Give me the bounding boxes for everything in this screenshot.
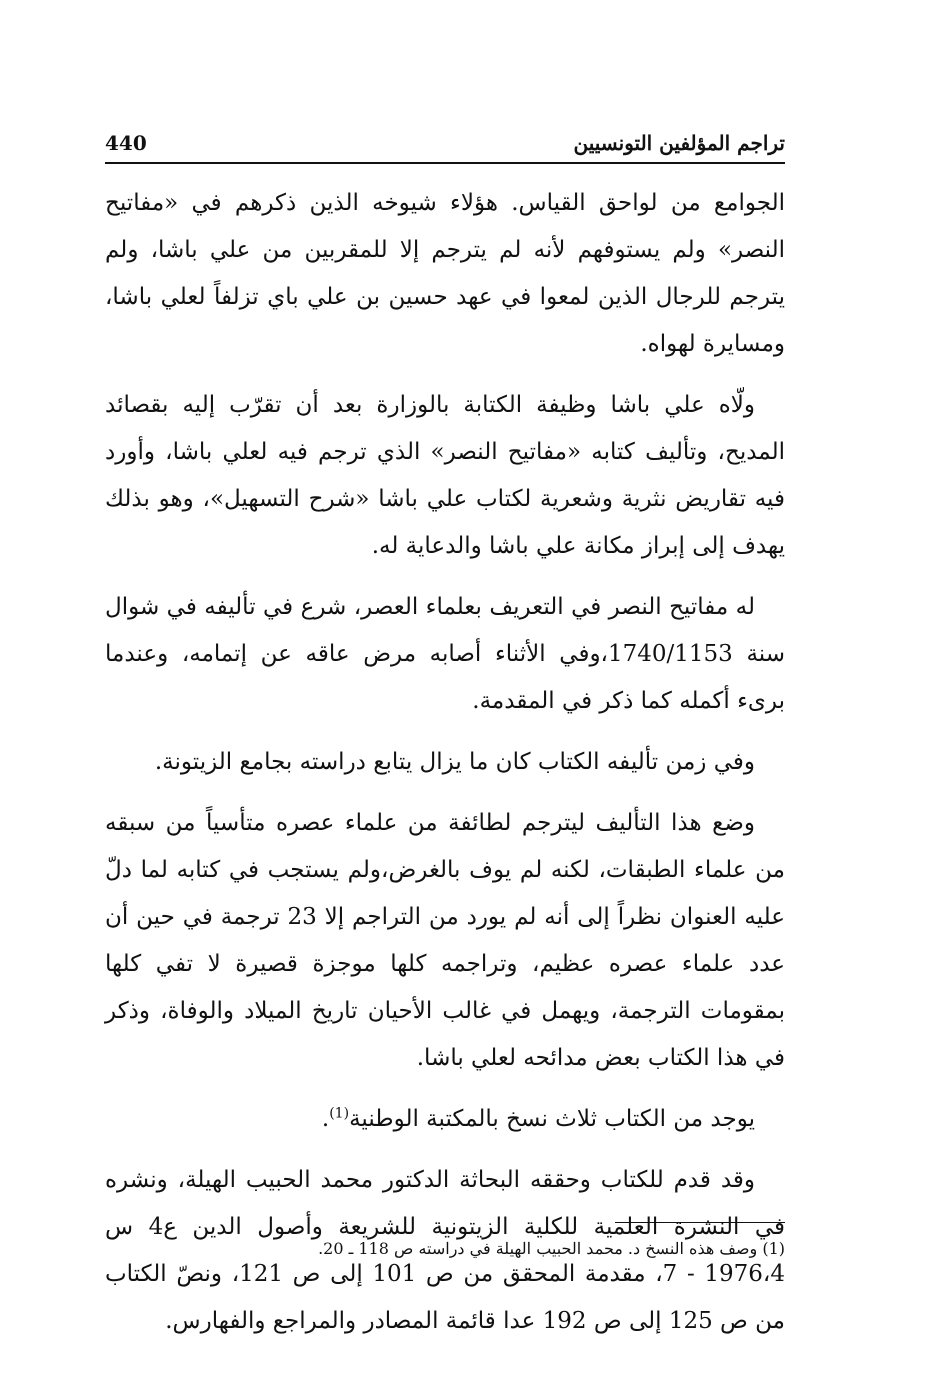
page-number: 440: [105, 131, 147, 155]
paragraph-4: وفي زمن تأليفه الكتاب كان ما يزال يتابع دراسته بجامع الزيتونة.: [154, 749, 755, 775]
header-rule: [105, 162, 785, 164]
header-title: تراجم المؤلفين التونسيين: [573, 131, 785, 155]
paragraph-1: الجوامع من لواحق القياس. هؤلاء شيوخه الذين ذكرهم في «مفاتيح النصر» ولم يستوفهم لأنه لم يترجم إلا للمقربين من علي باشا، ولم يترجم للرجال الذين لمعوا في عهد حسين بن علي باي تزلفاً لعلي باشا، ومسايرة لهواه.: [105, 190, 785, 357]
paragraph-2: ولّاه علي باشا وظيفة الكتابة بالوزارة بعد أن تقرّب إليه بقصائد المديح، وتأليف كتابه «مفاتيح النصر» الذي ترجم فيه لعلي باشا، وأورد فيه تقاريض نثرية وشعرية لكتاب علي باشا «شرح التسهيل»، وهو بذلك يهدف إلى إبراز مكانة علي باشا والدعاية له.: [105, 392, 785, 559]
running-header: [105, 128, 785, 162]
paragraph-3: له مفاتيح النصر في التعريف بعلماء العصر، شرع في تأليفه في شوال سنة 1740/1153،وفي الأثناء أصابه مرض عاقه عن إتمامه، وعندما برىء أكمله كما ذكر في المقدمة.: [105, 594, 785, 714]
paragraph-6-end: .: [321, 1106, 330, 1132]
footnote: (1) وصف هذه النسخ د. محمد الحبيب الهيلة في دراسته ص 118 ـ 20.: [318, 1239, 785, 1258]
footnote-rule: [615, 1222, 785, 1223]
paragraph-7: وقد قدم للكتاب وحققه البحاثة الدكتور محمد الحبيب الهيلة، ونشره في النشرة العلمية للكلية الزيتونية للشريعة وأصول الدين ع4 س 1976،4 - 7، مقدمة المحقق من ص 101 إلى ص 121، ونصّ الكتاب من ص 125 إلى ص 192 عدا قائمة المصادر والمراجع والفهارس.: [105, 1167, 785, 1334]
paragraph-6: [105, 1096, 785, 1143]
footnote-reference[interactable]: (1): [329, 1105, 350, 1122]
paragraph-6-text: يوجد من الكتاب ثلاث نسخ بالمكتبة الوطنية: [349, 1106, 755, 1132]
paragraph-5: وضع هذا التأليف ليترجم لطائفة من علماء عصره متأسياً من سبقه من علماء الطبقات، لكنه لم يوف بالغرض،ولم يستجب في كتابه لما دلّ عليه العنوان نظراً إلى أنه لم يورد من التراجم إلا 23 ترجمة في حين أن عدد علماء عصره عظيم، وتراجمه كلها موجزة قصيرة لا تفي كلها بمقومات الترجمة، ويهمل في غالب الأحيان تاريخ الميلاد والوفاة، وذكر في هذا الكتاب بعض مدائحه لعلي باشا.: [105, 810, 785, 1071]
body-text: [105, 180, 785, 1359]
